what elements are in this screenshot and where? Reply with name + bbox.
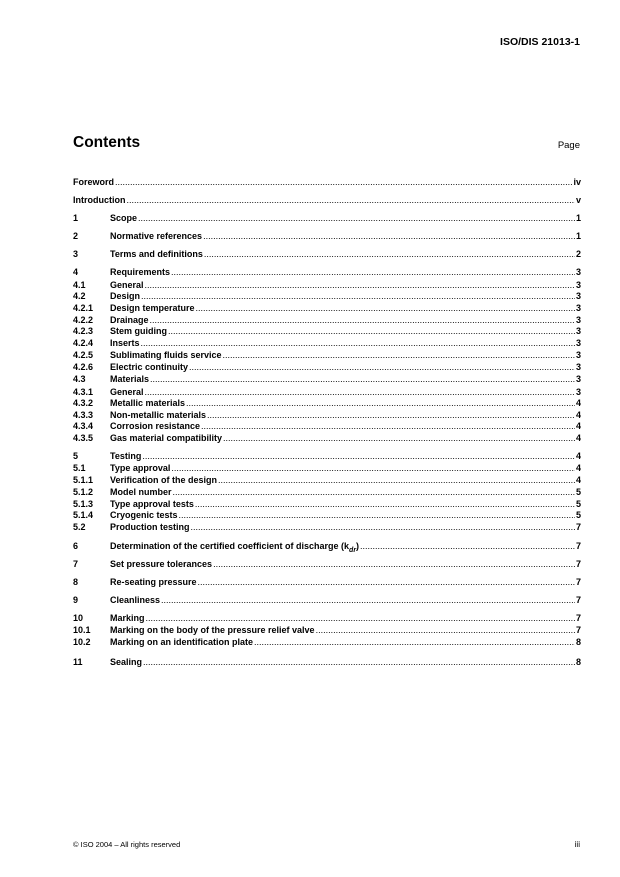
toc-entry-page: 3 <box>575 326 581 336</box>
toc-entry[interactable] <box>73 486 581 498</box>
toc-entry-page: 3 <box>575 280 581 290</box>
toc-entry-number: 5 <box>73 451 79 461</box>
contents-heading: Contents <box>73 134 141 151</box>
toc-entry-number: 4.3.1 <box>73 387 94 397</box>
toc-entry[interactable] <box>73 266 581 278</box>
toc-entry-page: 1 <box>575 213 581 223</box>
toc-entry-number: 4.3.5 <box>73 433 94 443</box>
toc-entry-title: Design temperature <box>110 303 195 313</box>
toc-entry-page: 3 <box>575 338 581 348</box>
toc-entry[interactable] <box>73 290 581 302</box>
toc-entry-title: Non-metallic materials <box>110 410 207 420</box>
dot-leader <box>143 656 575 668</box>
toc-entry[interactable] <box>73 176 581 188</box>
toc-entry-title: Sealing <box>110 657 143 667</box>
toc-entry[interactable] <box>73 397 581 409</box>
toc-entry[interactable] <box>73 521 581 533</box>
dot-leader <box>138 212 575 224</box>
toc-entry-number: 1 <box>73 213 79 223</box>
toc-entry-number: 4.3.4 <box>73 421 94 431</box>
page-number: iii <box>574 840 580 849</box>
toc-entry-title: Set pressure tolerances <box>110 559 213 569</box>
dot-leader <box>141 290 575 302</box>
toc-entry-number: 5.2 <box>73 522 86 532</box>
toc-entry-page: 3 <box>575 350 581 360</box>
toc-entry-number: 9 <box>73 595 79 605</box>
dot-leader <box>142 450 575 462</box>
toc-entry-title: Testing <box>110 451 142 461</box>
dot-leader <box>201 420 575 432</box>
toc-entry-page: 3 <box>575 362 581 372</box>
toc-entry-page: 7 <box>575 541 581 551</box>
dot-leader <box>161 594 575 606</box>
toc-entry[interactable] <box>73 474 581 486</box>
toc-entry-page: 3 <box>575 303 581 313</box>
toc-entry-number: 4.3.2 <box>73 398 94 408</box>
toc-entry-page: 4 <box>575 410 581 420</box>
toc-entry-title: Normative references <box>110 231 203 241</box>
toc-entry-title: Requirements <box>110 267 171 277</box>
toc-entry-number: 5.1.2 <box>73 487 94 497</box>
toc-entry-number: 4.2 <box>73 291 86 301</box>
toc-entry-title: Marking <box>110 613 145 623</box>
dot-leader <box>213 558 575 570</box>
toc-entry[interactable] <box>73 325 581 337</box>
toc-entry-page: 5 <box>575 499 581 509</box>
toc-entry-page: 7 <box>575 522 581 532</box>
dot-leader <box>179 509 575 521</box>
toc-entry-title: Inserts <box>110 338 140 348</box>
toc-entry-number: 4.2.6 <box>73 362 94 372</box>
dot-leader <box>189 361 575 373</box>
dot-leader <box>173 486 575 498</box>
toc-entry-page: 7 <box>575 613 581 623</box>
toc-entry-number: 11 <box>73 657 83 667</box>
toc-entry[interactable] <box>73 230 581 242</box>
toc-entry-title: Sublimating fluids service <box>110 350 222 360</box>
toc-entry[interactable] <box>73 432 581 444</box>
toc-entry-number: 8 <box>73 577 79 587</box>
dot-leader <box>141 337 575 349</box>
toc-entry-number: 4.1 <box>73 280 86 290</box>
toc-entry-title: Drainage <box>110 315 149 325</box>
toc-entry[interactable] <box>73 624 581 636</box>
dot-leader <box>218 474 575 486</box>
dot-leader <box>316 624 575 636</box>
dot-leader <box>196 302 575 314</box>
toc-entry[interactable] <box>73 361 581 373</box>
toc-entry-title: Corrosion resistance <box>110 421 201 431</box>
toc-entry-number: 4.2.2 <box>73 315 94 325</box>
toc-entry[interactable] <box>73 248 581 260</box>
toc-entry-page: 1 <box>575 231 581 241</box>
dot-leader <box>204 248 575 260</box>
toc-entry[interactable] <box>73 462 581 474</box>
toc-entry[interactable] <box>73 636 581 648</box>
page-column-label: Page <box>557 140 580 151</box>
toc-entry-number: 3 <box>73 249 79 259</box>
dot-leader <box>198 576 575 588</box>
toc-entry-title: Production testing <box>110 522 190 532</box>
toc-entry-number: 4.3.3 <box>73 410 94 420</box>
toc-entry-page: 3 <box>575 267 581 277</box>
dot-leader <box>168 325 575 337</box>
toc-entry-page: 7 <box>575 595 581 605</box>
toc-entry-title: Determination of the certified coefficient of discharge $(k_{dr})$ <box>110 541 360 554</box>
toc-entry-title: Gas material compatibility <box>110 433 223 443</box>
dot-leader <box>223 432 575 444</box>
toc-entry-page: 2 <box>575 249 581 259</box>
toc-entry-title: Cleanliness <box>110 595 161 605</box>
toc-entry-number: 2 <box>73 231 79 241</box>
dot-leader <box>360 540 575 552</box>
toc-entry-number: 5.1.1 <box>73 475 94 485</box>
toc-entry[interactable] <box>73 558 581 570</box>
toc-entry-page: 8 <box>575 657 581 667</box>
toc-entry-title: Type approval tests <box>110 499 194 509</box>
toc-entry-page: 7 <box>575 559 581 569</box>
toc-entry-page: 3 <box>575 387 581 397</box>
toc-entry-title: General <box>110 387 144 397</box>
toc-entry-number: 4.3 <box>73 374 86 384</box>
toc-entry-number: 4.2.5 <box>73 350 94 360</box>
toc-entry[interactable] <box>73 450 581 462</box>
toc-entry-title: Cryogenic tests <box>110 510 178 520</box>
toc-entry-page: 7 <box>575 625 581 635</box>
dot-leader <box>203 230 575 242</box>
dot-leader <box>186 397 575 409</box>
toc-entry-number: 5.1 <box>73 463 86 473</box>
toc-entry-number: 4.2.4 <box>73 338 94 348</box>
dot-leader <box>171 266 575 278</box>
toc-entry-number: 10.1 <box>73 625 91 635</box>
toc-entry[interactable] <box>73 212 581 224</box>
toc-entry[interactable] <box>73 576 581 588</box>
dot-leader <box>115 176 572 188</box>
toc-entry-title: Materials <box>110 374 150 384</box>
toc-entry-title: Marking on an identification plate <box>110 637 254 647</box>
dot-leader <box>223 349 575 361</box>
toc-entry-title: Terms and definitions <box>110 249 203 259</box>
toc-entry-title: Marking on the body of the pressure relief valve <box>110 625 315 635</box>
toc-entry[interactable] <box>73 337 581 349</box>
toc-entry[interactable] <box>73 594 581 606</box>
toc-entry[interactable] <box>73 194 581 206</box>
toc-entry[interactable] <box>73 349 581 361</box>
dot-leader <box>150 373 575 385</box>
toc-entry[interactable] <box>73 612 581 624</box>
toc-entry-number: 4 <box>73 267 79 277</box>
dot-leader <box>171 462 575 474</box>
toc-entry-title: Verification of the design <box>110 475 218 485</box>
toc-entry-page: 4 <box>575 433 581 443</box>
toc-entry-page: 4 <box>575 421 581 431</box>
toc-entry-number: 10.2 <box>73 637 91 647</box>
toc-entry-title: Foreword <box>73 177 115 187</box>
toc-entry-number: 5.1.3 <box>73 499 94 509</box>
toc-entry-number: 6 <box>73 541 79 551</box>
toc-entry-title: Introduction <box>73 195 126 205</box>
toc-entry-page: 3 <box>575 291 581 301</box>
dot-leader <box>146 612 575 624</box>
toc-entry-number: 4.2.3 <box>73 326 94 336</box>
dot-leader <box>127 194 575 206</box>
toc-entry-title: Stem guiding <box>110 326 167 336</box>
copyright-notice: © ISO 2004 – All rights reserved <box>73 840 181 849</box>
toc-entry-page: 4 <box>575 475 581 485</box>
toc-entry-number: 5.1.4 <box>73 510 94 520</box>
toc-entry-title: Metallic materials <box>110 398 186 408</box>
toc-entry-page: 3 <box>575 315 581 325</box>
toc-entry-title: Design <box>110 291 141 301</box>
toc-entry-page: 8 <box>575 637 581 647</box>
toc-entry-number: 7 <box>73 559 79 569</box>
toc-entry-title: Model number <box>110 487 172 497</box>
toc-entry-title: Re-seating pressure <box>110 577 197 587</box>
toc-entry-page: iv <box>573 177 581 187</box>
toc-entry-title: Scope <box>110 213 138 223</box>
toc-entry[interactable] <box>73 540 581 552</box>
toc-entry[interactable] <box>73 420 581 432</box>
toc-entry-number: 4.2.1 <box>73 303 94 313</box>
dot-leader <box>191 521 575 533</box>
toc-entry-title: Type approval <box>110 463 171 473</box>
document-id: ISO/DIS 21013-1 <box>500 36 580 48</box>
toc-entry-page: v <box>575 195 581 205</box>
toc-entry[interactable] <box>73 509 581 521</box>
toc-entry-page: 5 <box>575 510 581 520</box>
toc-entry-number: 10 <box>73 613 84 623</box>
toc-entry-page: 3 <box>575 374 581 384</box>
toc-entry-page: 4 <box>575 398 581 408</box>
toc-entry-page: 5 <box>575 487 581 497</box>
toc-entry[interactable] <box>73 302 581 314</box>
toc-entry-page: 4 <box>575 463 581 473</box>
toc-entry[interactable] <box>73 656 581 668</box>
toc-entry[interactable] <box>73 373 581 385</box>
toc-entry-page: 4 <box>575 451 581 461</box>
toc-entry-title: Electric continuity <box>110 362 189 372</box>
toc-entry-title: General <box>110 280 144 290</box>
dot-leader <box>254 636 575 648</box>
toc-entry-page: 7 <box>575 577 581 587</box>
